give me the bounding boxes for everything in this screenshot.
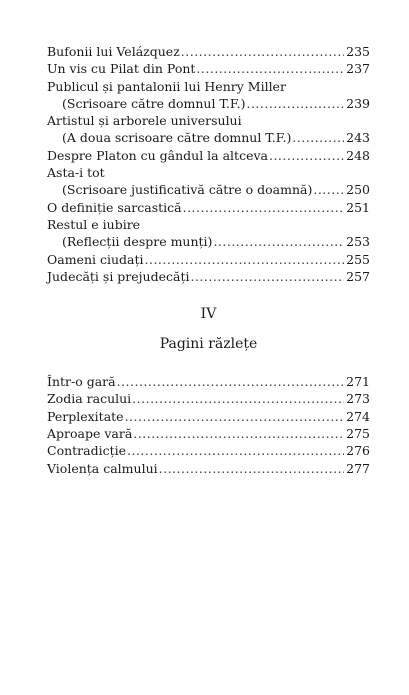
toc-entry (47, 408, 370, 425)
toc-entry-subtitle: (Scrisoare justificativă către o doamnă) (62, 182, 313, 198)
toc-entry-title: Violența calmului (47, 460, 158, 476)
toc-entry (47, 199, 370, 216)
section-title: Pagini răzlețe (159, 336, 258, 353)
toc-entry-title: Artistul și arborele universului (47, 113, 242, 129)
toc-entry-title: Asta-i tot (47, 165, 105, 181)
dot-leader (313, 181, 344, 198)
toc-entry (47, 268, 370, 285)
toc-entry-page: 251 (346, 199, 370, 215)
toc-entry-title: Contradicție (47, 443, 127, 459)
toc-entry-page: 235 (346, 44, 370, 59)
toc-entry-page: 277 (346, 460, 370, 476)
toc-entry-subtitle: (Scrisoare către domnul T.F.) (62, 95, 246, 111)
toc-entry-page: 257 (346, 268, 370, 284)
toc-entry-title: Judecăți și prejudecăți (47, 268, 190, 284)
dot-leader (183, 199, 345, 216)
toc-entry-title: Un vis cu Pilat din Pont (47, 61, 196, 77)
toc-entry-page: 276 (346, 443, 370, 459)
toc-entry-page: 275 (346, 426, 370, 442)
table-of-contents (47, 43, 370, 477)
dot-leader (190, 268, 344, 285)
toc-entry-title: Bufonii lui Velázquez (47, 44, 180, 59)
dot-leader (117, 373, 345, 390)
toc-entry-subtitle: (Reflecții despre munți) (62, 234, 213, 250)
dot-leader (213, 233, 344, 250)
toc-entry-page: 255 (346, 251, 370, 267)
toc-entry (47, 442, 370, 459)
toc-entry (47, 60, 370, 77)
toc-entry (47, 460, 370, 477)
toc-entry-page: 239 (346, 95, 370, 111)
toc-entry-page: 273 (346, 391, 370, 407)
toc-entry-title: Zodia racului (47, 391, 132, 407)
toc-entry-title: Restul e iubire (47, 216, 141, 232)
toc-list-part-one (47, 43, 370, 285)
toc-entry (47, 147, 370, 164)
toc-entry (47, 373, 370, 390)
dot-leader (246, 95, 344, 112)
dot-leader (145, 251, 345, 268)
toc-entry-title: Despre Platon cu gândul la altceva (47, 147, 268, 163)
toc-entry-title: Perplexitate (47, 408, 124, 424)
toc-entry-title: Publicul și pantalonii lui Henry Miller (47, 78, 286, 94)
toc-entry (47, 78, 370, 113)
toc-entry-title: Oameni ciudați (47, 251, 144, 267)
toc-entry (47, 164, 370, 199)
toc-entry (47, 112, 370, 147)
toc-entry (47, 216, 370, 251)
toc-entry-page: 237 (346, 61, 370, 77)
dot-leader (159, 460, 345, 477)
dot-leader (292, 129, 344, 146)
toc-entry-page: 253 (346, 234, 370, 250)
dot-leader (127, 442, 344, 459)
dot-leader (196, 60, 344, 77)
toc-entry-subtitle: (A doua scrisoare către domnul T.F.) (62, 130, 292, 146)
toc-entry-page: 274 (346, 408, 370, 424)
toc-entry (47, 425, 370, 442)
toc-entry (47, 251, 370, 268)
dot-leader (181, 43, 344, 60)
toc-entry-title: O definiție sarcastică (47, 199, 182, 215)
toc-entry-page: 271 (346, 374, 370, 390)
dot-leader (133, 425, 344, 442)
dot-leader (125, 408, 345, 425)
toc-entry-title: Într-o gară (47, 374, 116, 390)
toc-entry-page: 250 (346, 182, 370, 198)
dot-leader (132, 390, 344, 407)
toc-entry-page: 248 (346, 147, 370, 163)
toc-entry (47, 43, 370, 60)
section-number: IV (200, 306, 217, 323)
toc-entry-title: Aproape vară (47, 426, 133, 442)
toc-entry (47, 390, 370, 407)
toc-entry-page: 243 (346, 130, 370, 146)
toc-list-part-two (47, 373, 370, 477)
dot-leader (269, 147, 344, 164)
